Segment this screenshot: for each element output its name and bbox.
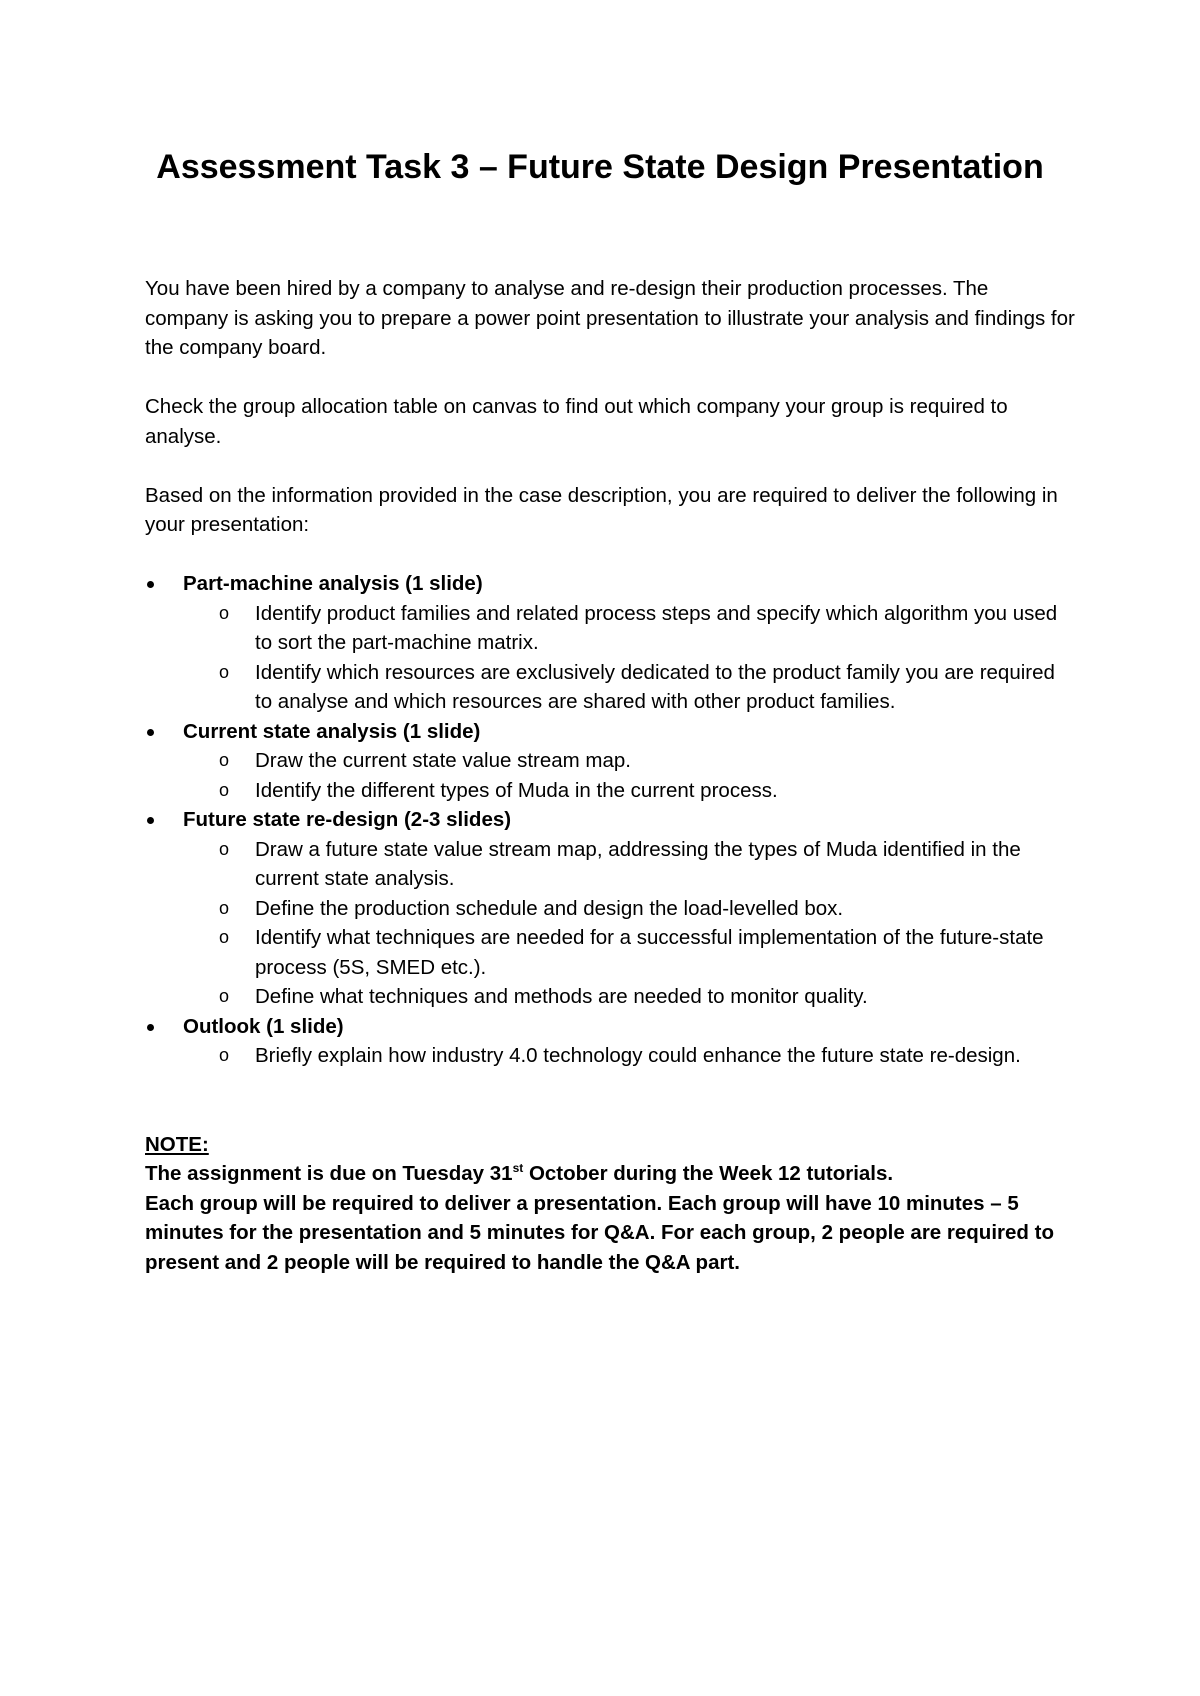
sub-item <box>219 776 1075 806</box>
sub-item <box>219 658 1075 717</box>
sub-item <box>219 746 1075 776</box>
bullet-dot-icon <box>147 817 154 824</box>
sub-item <box>219 599 1075 658</box>
deliverables-list <box>145 569 1075 1071</box>
group-allocation-paragraph: Check the group allocation table on canvas to find out which company your group is required to analyse. <box>145 395 1008 448</box>
bullet-dot-icon <box>147 1024 154 1031</box>
sub-item-text: Draw a future state value stream map, addressing the types of Muda identified in the current state analysis. <box>255 837 1021 890</box>
deliverable-section <box>145 717 1075 806</box>
circle-marker-icon: o <box>219 750 230 770</box>
circle-marker-icon: o <box>219 602 230 623</box>
sub-item <box>219 835 1075 894</box>
note-heading: NOTE: <box>145 1132 209 1156</box>
due-date-line <box>145 1159 1075 1189</box>
circle-marker-icon: o <box>219 897 230 918</box>
sub-item-text: Identify product families and related process steps and specify which algorithm you used to sort the part-machine matrix. <box>255 601 1058 654</box>
sub-list <box>183 746 1075 805</box>
bullet-dot-icon <box>147 581 154 588</box>
section-heading: Part-machine analysis (1 slide) <box>183 572 483 595</box>
sub-item <box>219 982 1075 1012</box>
sub-item-text: Define what techniques and methods are needed to monitor quality. <box>255 985 868 1008</box>
section-heading: Current state analysis (1 slide) <box>183 719 481 743</box>
deliverable-section <box>145 569 1075 717</box>
due-date-superscript: st <box>512 1161 524 1175</box>
circle-marker-icon: o <box>219 986 230 1006</box>
due-date-text-end: October during the Week 12 tutorials. <box>523 1162 894 1185</box>
circle-marker-icon: o <box>219 838 230 859</box>
sub-list <box>183 599 1075 717</box>
section-heading: Outlook (1 slide) <box>183 1014 344 1038</box>
sub-item-text: Briefly explain how industry 4.0 technology could enhance the future state re-design. <box>255 1044 1021 1067</box>
sub-item-text: Identify what techniques are needed for a successful implementation of the future-state process (5S, SMED etc.). <box>255 926 1044 979</box>
circle-marker-icon: o <box>219 927 230 947</box>
circle-marker-icon: o <box>219 779 230 800</box>
section-heading: Future state re-design (2-3 slides) <box>183 808 512 831</box>
circle-marker-icon: o <box>219 661 230 682</box>
circle-marker-icon: o <box>219 1045 230 1065</box>
bullet-dot-icon <box>147 729 154 736</box>
sub-item-text: Define the production schedule and design the load-levelled box. <box>255 896 844 920</box>
due-date-text: The assignment is due on Tuesday 31 <box>145 1162 513 1185</box>
sub-item-text: Identify which resources are exclusively dedicated to the product family you are required to analyse and which resources are shared with other product families. <box>255 660 1055 713</box>
sub-item-text: Draw the current state value stream map. <box>255 749 631 772</box>
deliverable-section <box>145 805 1075 1012</box>
page-title: Assessment Task 3 – Future State Design Presentation <box>156 148 1044 186</box>
sub-item <box>219 923 1075 982</box>
sub-item <box>219 894 1075 924</box>
deliverables-intro-paragraph: Based on the information provided in the case description, you are required to deliver the following in your presentation: <box>145 483 1058 536</box>
sub-list <box>183 835 1075 1012</box>
sub-item-text: Identify the different types of Muda in the current process. <box>255 778 778 802</box>
document-body <box>145 274 1075 1277</box>
sub-item <box>219 1041 1075 1071</box>
note-block <box>145 1130 1075 1278</box>
presentation-details: Each group will be required to deliver a presentation. Each group will have 10 minutes – 5 minutes for the presentation and 5 minutes for Q&A. For each group, 2 people are required to present and 2 people will be required to handle the Q&A part. <box>145 1191 1054 1274</box>
deliverable-section <box>145 1012 1075 1071</box>
sub-list <box>183 1041 1075 1071</box>
intro-paragraph: You have been hired by a company to analyse and re-design their production processes. The company is asking you to prepare a power point presentation to illustrate your analysis and findings for the company board. <box>145 277 1075 359</box>
